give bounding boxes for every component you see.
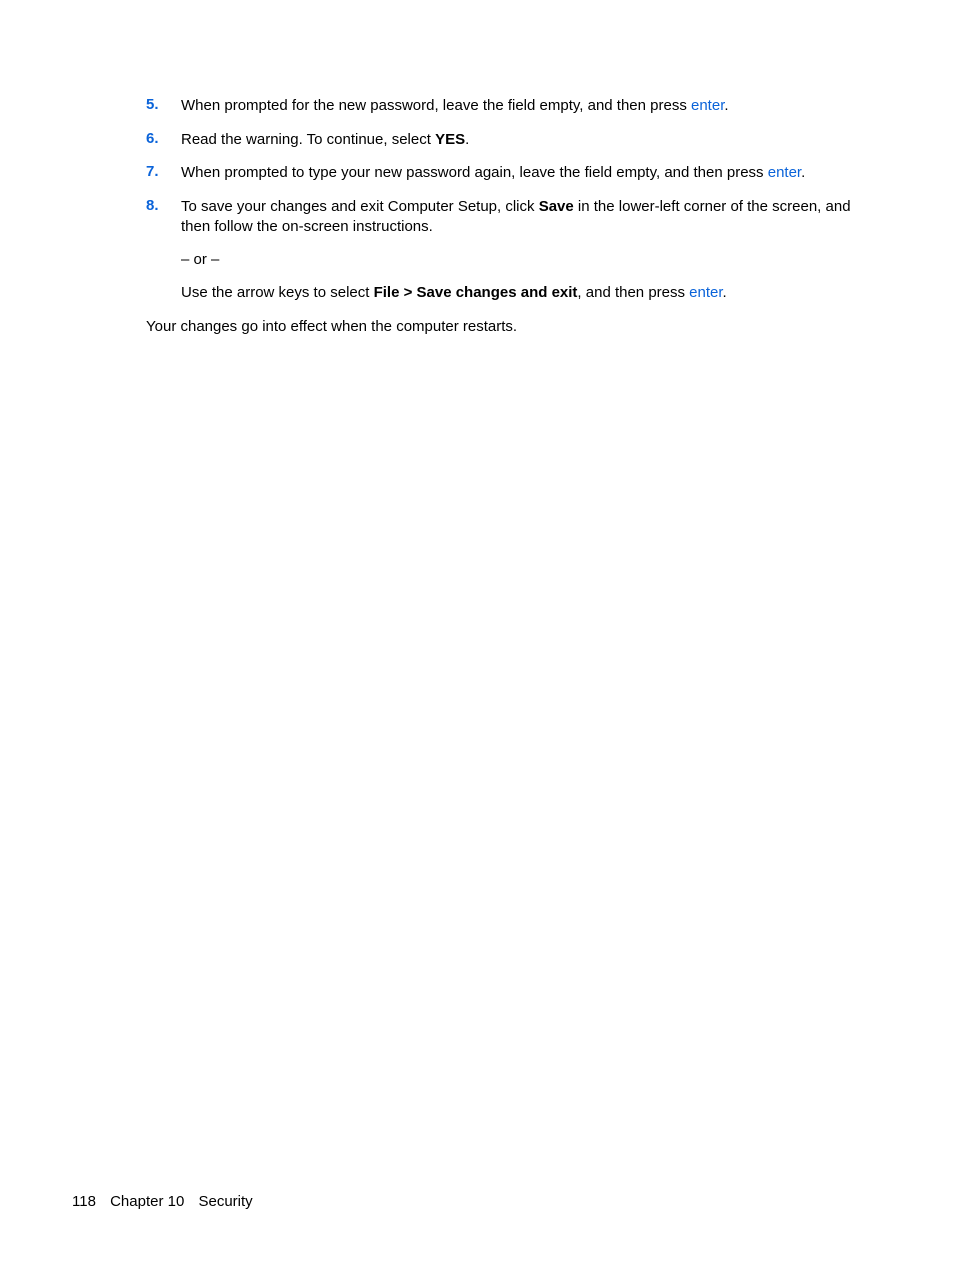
step-text-part: in the lower-left corner of the screen, and then follow the on-screen instructions. <box>181 198 851 235</box>
step-text <box>181 163 881 183</box>
step-text-part: . <box>465 131 470 148</box>
step-number: 5. <box>146 96 159 113</box>
step-number: 8. <box>146 197 159 214</box>
section-label: Security <box>198 1193 253 1210</box>
step-text <box>181 197 881 236</box>
page-footer <box>72 1193 263 1210</box>
enter-key-label: enter <box>767 164 802 181</box>
step-text-part: Read the warning. To continue, select <box>181 131 436 148</box>
yes-label: YES <box>435 131 466 148</box>
step-text-part: . <box>801 164 806 181</box>
closing-paragraph: Your changes go into effect when the computer restarts. <box>146 318 518 335</box>
step-number: 6. <box>146 130 159 147</box>
alt-text-part: . <box>722 284 727 301</box>
step-text <box>181 96 881 116</box>
page-number: 118 <box>72 1193 96 1210</box>
step-text-part: When prompted for the new password, leave the field empty, and then press <box>181 97 691 114</box>
step-text-part: To save your changes and exit Computer Setup, click <box>181 198 539 215</box>
or-separator: – or – <box>181 251 220 268</box>
alt-text-part: , and then press <box>577 284 690 301</box>
enter-key-label: enter <box>691 97 725 114</box>
file-save-exit-label: File > Save changes and exit <box>373 284 578 301</box>
step-number: 7. <box>146 163 159 180</box>
alt-text-part: Use the arrow keys to select <box>181 284 374 301</box>
step-text-part: When prompted to type your new password again, leave the field empty, and then press <box>181 164 768 181</box>
step-text-part: . <box>724 97 729 114</box>
step-text <box>181 130 881 150</box>
alt-instruction <box>181 283 881 303</box>
save-label: Save <box>538 198 574 215</box>
chapter-label: Chapter 10 <box>110 1193 185 1210</box>
enter-key-label: enter <box>689 284 723 301</box>
